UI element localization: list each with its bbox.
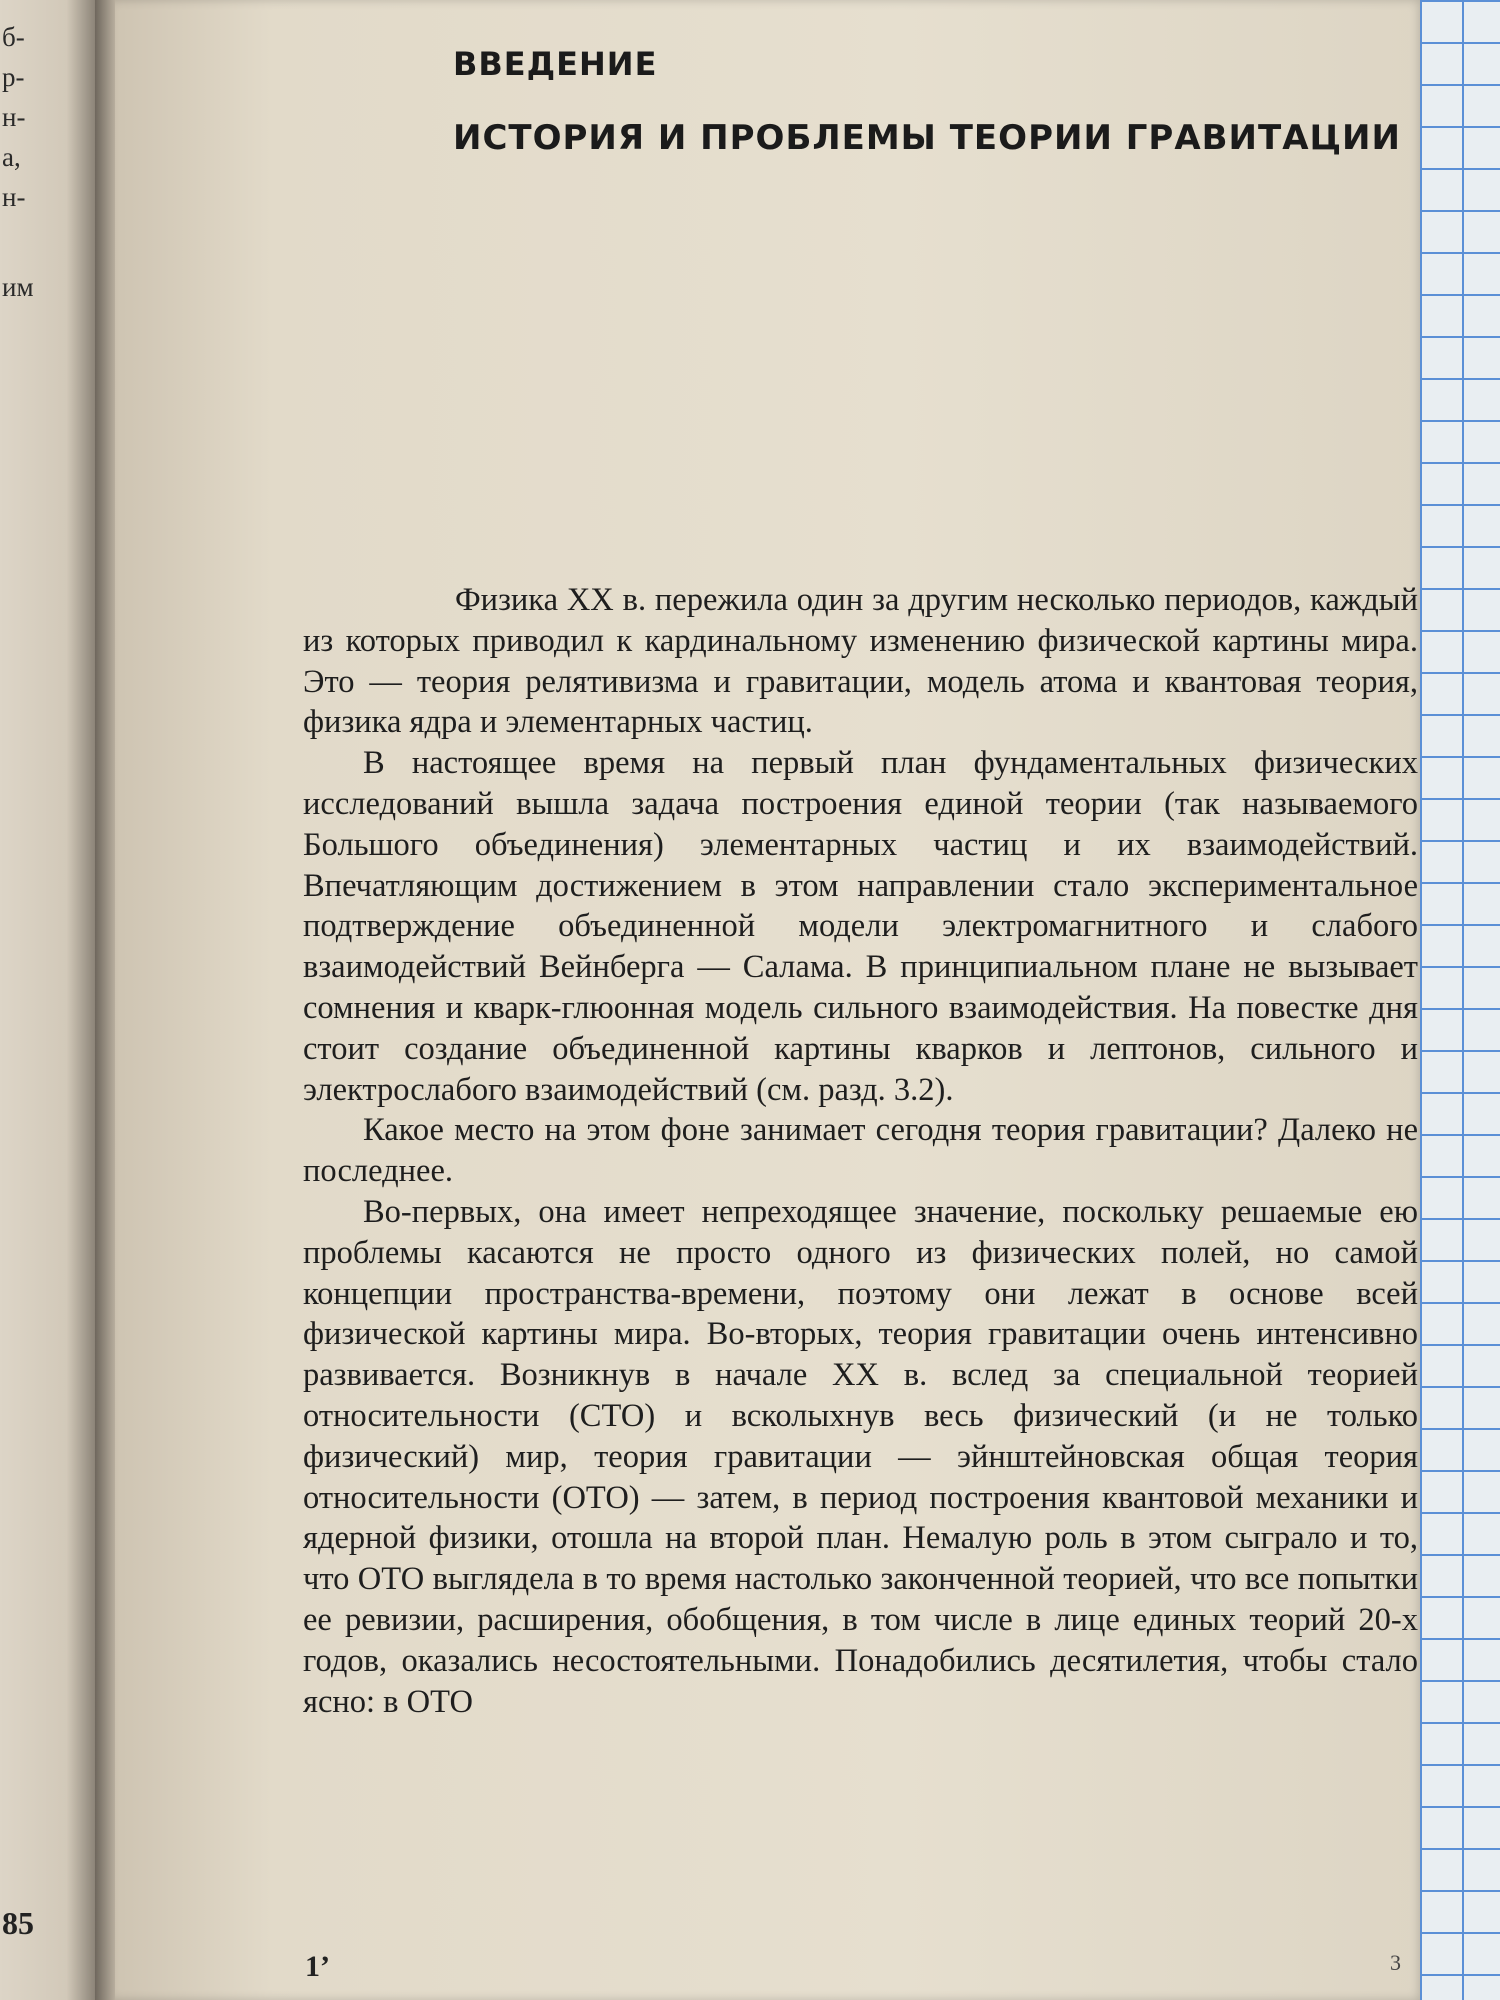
facing-page-fragment: им <box>2 272 34 302</box>
paragraph: Какое место на этом фоне занимает сегодня теория гравитации? Далеко не последнее. <box>303 1112 1418 1190</box>
facing-page-fragment: р- <box>2 62 25 92</box>
paragraph: В настоящее время на первый план фундаментальных физических исследований вышла задача построения единой теории (так называемого Большого объединения) элементарных частиц и их взаимодействий. Впечатляющим достижением в этом направлении стало экспериментальное подтверждение объединенной модели электромагнитного и слабого взаимодействий Вейнберга — Салама. В принципиальном плане не вызывает сомнения и кварк-глюонная модель сильного взаимодействия. На повестке дня стоит создание объединенной картины кварков и лептонов, сильного и электрослабого взаимодействий (см. разд. 3.2). <box>303 745 1418 1108</box>
body-text <box>303 580 1418 1722</box>
chapter-subheading: ИСТОРИЯ И ПРОБЛЕМЫ ТЕОРИИ ГРАВИТАЦИИ <box>453 118 1401 158</box>
facing-page-number: 85 <box>2 1905 34 1941</box>
facing-page-fragment: н- <box>2 182 26 212</box>
facing-page-fragment: б- <box>2 22 25 52</box>
graph-paper-background <box>1420 0 1500 2000</box>
book-gutter <box>95 0 115 2000</box>
book-page <box>115 0 1425 2000</box>
footer-mark-left: 1’ <box>305 1950 330 1983</box>
paragraph: Физика XX в. пережила один за другим несколько периодов, каждый из которых приводил к кардинальному изменению физической картины мира. Это — теория релятивизма и гравитации, модель атома и квантовая теория, физика ядра и элементарных частиц. <box>303 582 1418 741</box>
chapter-heading: ВВЕДЕНИЕ <box>453 45 658 83</box>
facing-page-fragment: н- <box>2 102 26 132</box>
facing-page-fragment: а, <box>2 142 21 172</box>
facing-page <box>0 0 95 2000</box>
paragraph: Во-первых, она имеет непреходящее значение, поскольку решаемые ею проблемы касаются не просто одного из физических полей, но самой концепции пространства-времени, поэтому они лежат в основе всей физической картины мира. Во-вторых, теория гравитации очень интенсивно развивается. Возникнув в начале XX в. вслед за специальной теорией относительности (СТО) и всколыхнув весь физический (и не только физический) мир, теория гравитации — эйнштейновская общая теория относительности (ОТО) — затем, в период построения квантовой механики и ядерной физики, отошла на второй план. Немалую роль в этом сыграло и то, что ОТО выглядела в то время настолько законченной теорией, что все попытки ее ревизии, расширения, обобщения, в том числе в лице единых теорий 20-х годов, оказались несостоятельными. Понадобились десятилетия, чтобы стало ясно: в ОТО <box>303 1193 1418 1720</box>
footer-mark-right: 3 <box>1390 1950 1401 1975</box>
